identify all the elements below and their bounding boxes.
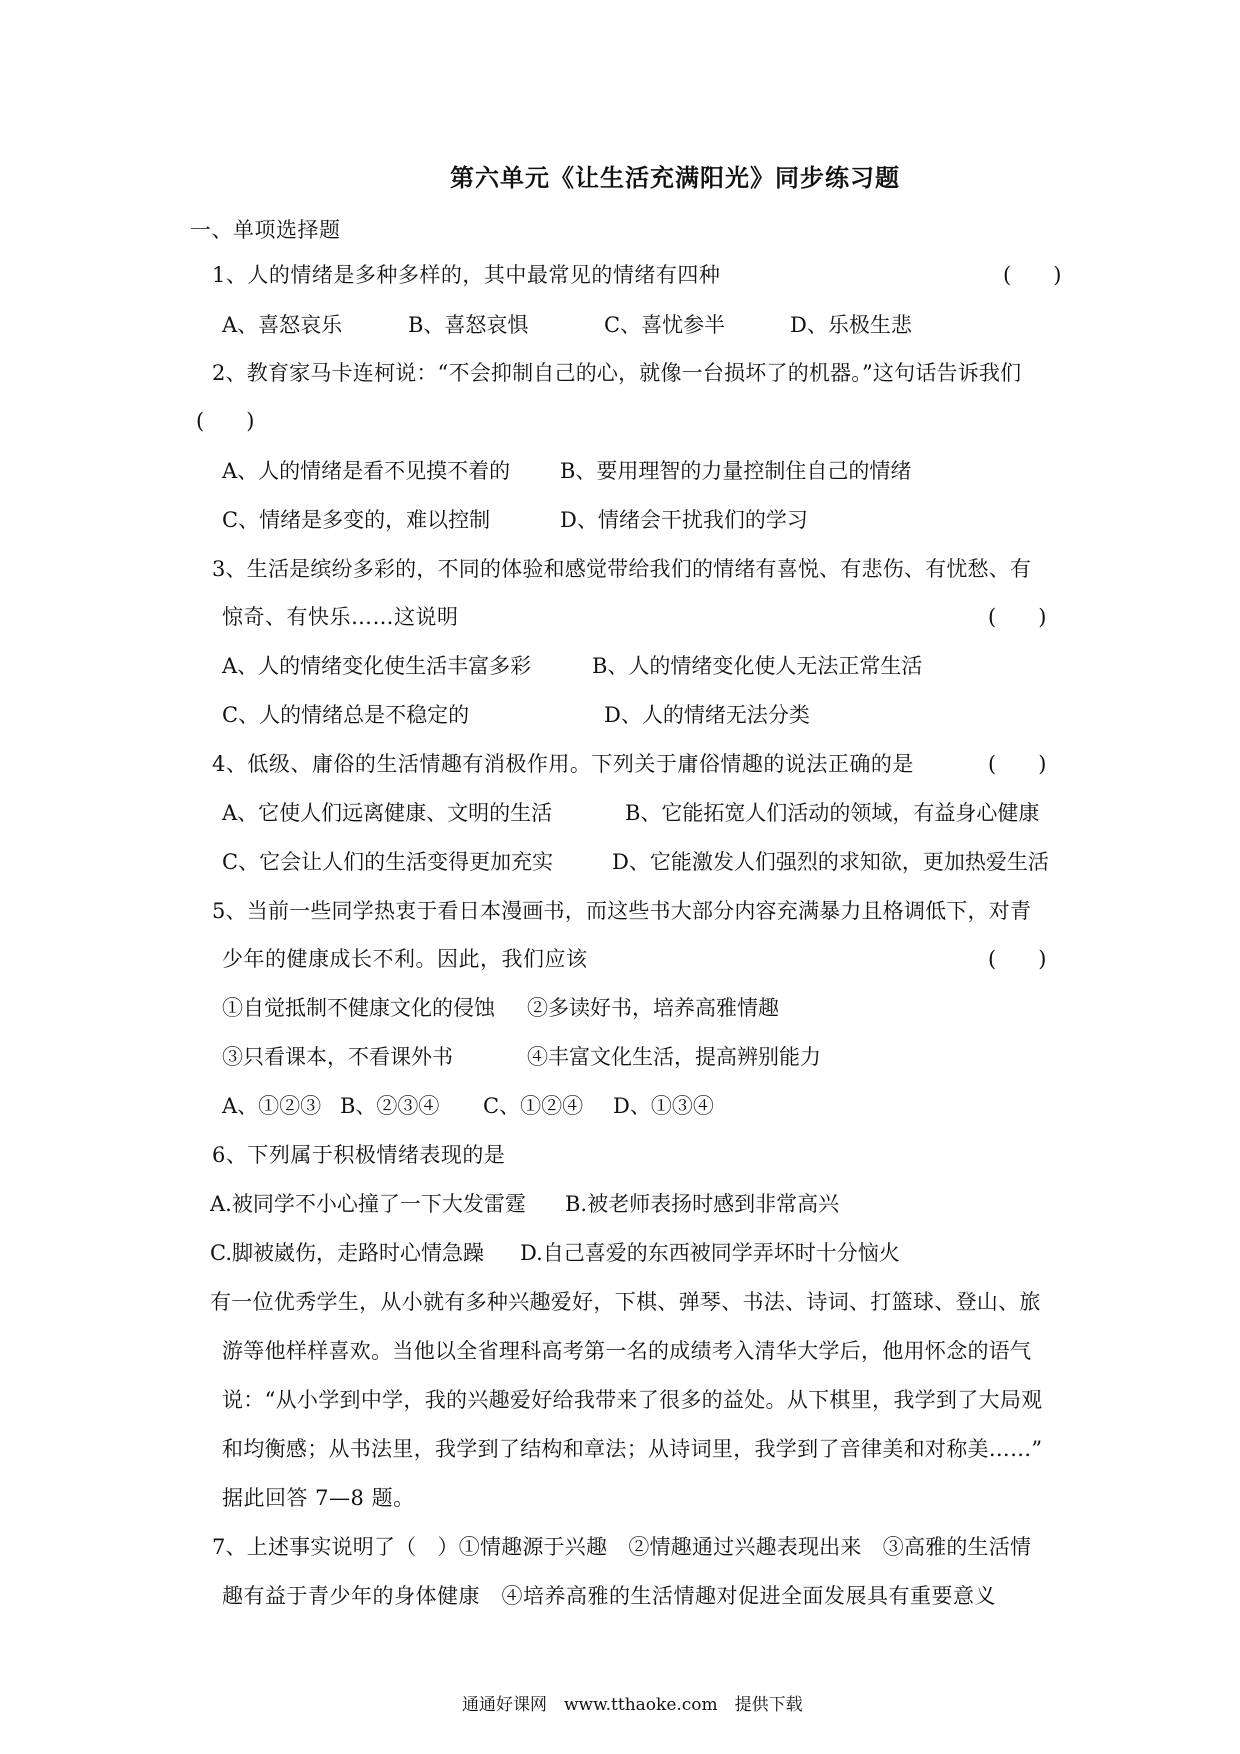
option-c: C、①②④ (483, 1094, 584, 1118)
question-4-stem: 4、低级、庸俗的生活情趣有消极作用。下列关于庸俗情趣的说法正确的是 (212, 752, 914, 776)
option-a: A、它使人们远离健康、文明的生活 (222, 801, 553, 825)
passage-line: 说：“从小学到中学，我的兴趣爱好给我带来了很多的益处。从下棋里，我学到了大局观 (222, 1388, 1043, 1412)
option-d: D、它能激发人们强烈的求知欲，更加热爱生活 (612, 850, 1049, 874)
question-2-stem: 2、教育家马卡连柯说：“不会抑制自己的心，就像一台损坏了的机器。”这句话告诉我们 (212, 361, 1022, 385)
answer-bracket: ( ) (988, 605, 1047, 629)
option-c: C、喜忧参半 (604, 313, 726, 337)
question-5-stem-cont: 少年的健康成长不利。因此，我们应该 (222, 947, 588, 971)
option-b: B、它能拓宽人们活动的领域，有益身心健康 (625, 801, 1040, 825)
statement-2: ②多读好书，培养高雅情趣 (527, 996, 779, 1020)
question-7-stem-cont: 趣有益于青少年的身体健康 ④培养高雅的生活情趣对促进全面发展具有重要意义 (222, 1584, 996, 1608)
answer-bracket: ( ) (196, 409, 255, 433)
option-c: C、情绪是多变的，难以控制 (222, 508, 491, 532)
option-a: A、人的情绪是看不见摸不着的 (222, 459, 511, 483)
question-3-stem-cont: 惊奇、有快乐……这说明 (222, 605, 459, 629)
passage-line: 有一位优秀学生，从小就有多种兴趣爱好，下棋、弹琴、书法、诗词、打篮球、登山、旅 (210, 1290, 1041, 1314)
footer-text: 通通好课网 www.tthaoke.com 提供下载 (462, 1695, 803, 1715)
question-6-stem: 6、下列属于积极情绪表现的是 (212, 1143, 506, 1167)
answer-bracket: ( ) (988, 752, 1047, 776)
option-d: D.自己喜爱的东西被同学弄坏时十分恼火 (520, 1241, 900, 1265)
option-c: C、人的情绪总是不稳定的 (222, 703, 470, 727)
option-d: D、人的情绪无法分类 (604, 703, 810, 727)
option-b: B.被老师表扬时感到非常高兴 (565, 1192, 840, 1216)
page-title: 第六单元《让生活充满阳光》同步练习题 (450, 163, 900, 192)
option-c: C.脚被崴伤，走路时心情急躁 (210, 1241, 484, 1265)
option-a: A.被同学不小心撞了一下大发雷霆 (210, 1192, 526, 1216)
option-a: A、人的情绪变化使生活丰富多彩 (222, 654, 532, 678)
answer-bracket: ( ) (988, 947, 1047, 971)
option-c: C、它会让人们的生活变得更加充实 (222, 850, 554, 874)
section-heading: 一、单项选择题 (190, 218, 341, 242)
option-d: D、①③④ (613, 1094, 714, 1118)
passage-line: 和均衡感；从书法里，我学到了结构和章法；从诗词里，我学到了音律美和对称美……” (222, 1437, 1043, 1461)
option-b: B、要用理智的力量控制住自己的情绪 (560, 459, 912, 483)
statement-1: ①自觉抵制不健康文化的侵蚀 (222, 996, 495, 1020)
passage-line: 据此回答 7—8 题。 (222, 1486, 415, 1510)
option-d: D、乐极生悲 (790, 313, 912, 337)
option-a: A、喜怒哀乐 (222, 313, 343, 337)
question-3-stem: 3、生活是缤纷多彩的，不同的体验和感觉带给我们的情绪有喜悦、有悲伤、有忧愁、有 (212, 557, 1032, 581)
option-b: B、喜怒哀惧 (408, 313, 529, 337)
option-b: B、②③④ (340, 1094, 440, 1118)
question-5-stem: 5、当前一些同学热衷于看日本漫画书，而这些书大部分内容充满暴力且格调低下，对青 (212, 899, 1032, 923)
statement-3: ③只看课本，不看课外书 (222, 1045, 453, 1069)
answer-bracket: ( ) (1003, 263, 1062, 287)
option-d: D、情绪会干扰我们的学习 (560, 508, 808, 532)
question-1-stem: 1、人的情绪是多种多样的，其中最常见的情绪有四种 (212, 263, 721, 287)
option-a: A、①②③ (222, 1094, 322, 1118)
option-b: B、人的情绪变化使人无法正常生活 (592, 654, 923, 678)
passage-line: 游等他样样喜欢。当他以全省理科高考第一名的成绩考入清华大学后，他用怀念的语气 (222, 1339, 1032, 1363)
question-7-stem: 7、上述事实说明了（ ）①情趣源于兴趣 ②情趣通过兴趣表现出来 ③高雅的生活情 (212, 1535, 1032, 1559)
statement-4: ④丰富文化生活，提高辨别能力 (527, 1045, 821, 1069)
